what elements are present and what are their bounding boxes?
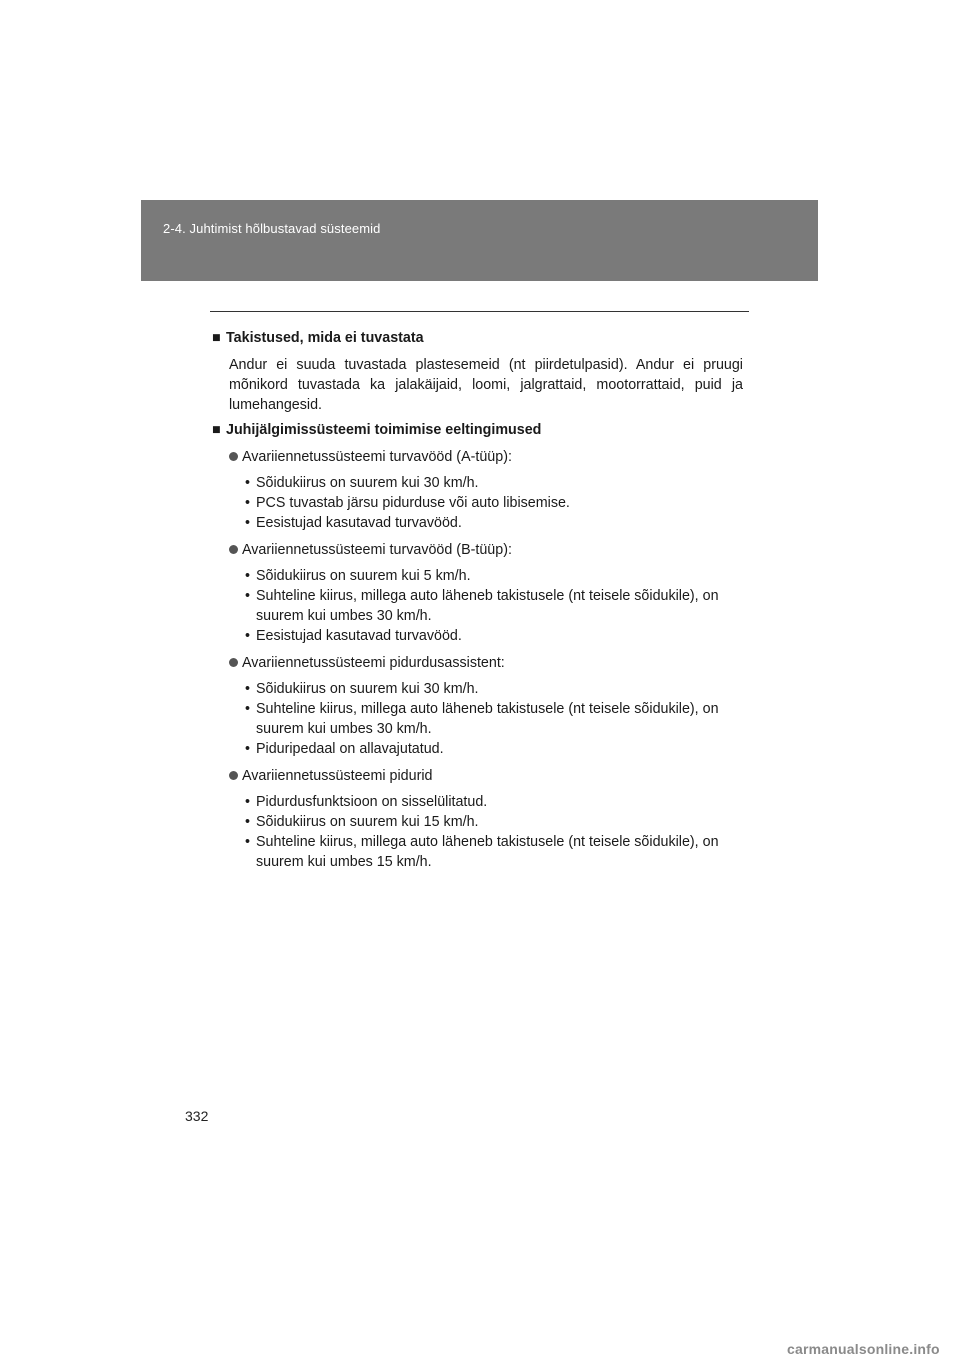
- condition-title: Avariiennetussüsteemi pidurdusassistent:: [242, 655, 505, 671]
- list-item: • Suhteline kiirus, millega auto läheneb takistusele (nt teisele sõidukile), on suurem kui umbes 30 km/h.: [245, 699, 743, 739]
- circle-bullet-icon: [229, 545, 238, 554]
- section-heading: [212, 420, 743, 440]
- condition-title: Avariiennetussüsteemi turvavööd (B-tüüp):: [242, 542, 512, 558]
- section-heading-text: Takistused, mida ei tuvastata: [226, 330, 424, 346]
- condition-title: Avariiennetussüsteemi turvavööd (A-tüüp):: [242, 449, 512, 465]
- section-heading-text: Juhijälgimissüsteemi toimimise eeltingimused: [226, 422, 542, 438]
- list-item: • Suhteline kiirus, millega auto läheneb takistusele (nt teisele sõidukile), on suurem kui umbes 30 km/h.: [245, 586, 743, 626]
- bullet-list: [245, 566, 743, 646]
- bullet-list: [245, 679, 743, 759]
- circle-bullet-icon: [229, 771, 238, 780]
- condition-heading: [229, 766, 743, 786]
- list-item: • Suhteline kiirus, millega auto läheneb takistusele (nt teisele sõidukile), on suurem kui umbes 15 km/h.: [245, 832, 743, 872]
- list-item: • Piduripedaal on allavajutatud.: [245, 739, 743, 759]
- bullet-list: [245, 792, 743, 872]
- list-item: • Sõidukiirus on suurem kui 30 km/h.: [245, 473, 743, 493]
- condition-heading: [229, 653, 743, 673]
- circle-bullet-icon: [229, 658, 238, 667]
- section-title: 2-4. Juhtimist hõlbustavad süsteemid: [163, 221, 381, 236]
- bullet-list: [245, 473, 743, 533]
- condition-title: Avariiennetussüsteemi pidurid: [242, 768, 433, 784]
- condition-heading: [229, 447, 743, 467]
- list-item: • Pidurdusfunktsioon on sisselülitatud.: [245, 792, 743, 812]
- page-number: 332: [185, 1108, 209, 1124]
- header-band: [141, 200, 818, 281]
- list-item: • Sõidukiirus on suurem kui 30 km/h.: [245, 679, 743, 699]
- list-item: • Sõidukiirus on suurem kui 15 km/h.: [245, 812, 743, 832]
- square-bullet-icon: ■: [212, 422, 221, 438]
- square-bullet-icon: ■: [212, 330, 221, 346]
- list-item: • Eesistujad kasutavad turvavööd.: [245, 513, 743, 533]
- divider-line: [210, 311, 749, 312]
- body-paragraph: Andur ei suuda tuvastada plastesemeid (nt piirdetulpasid). Andur ei pruugi mõnikord tuvastada ka jalakäijaid, loomi, jalgrattaid, mootorrattaid, puid ja lumehangesid.: [229, 357, 743, 413]
- circle-bullet-icon: [229, 452, 238, 461]
- list-item: • PCS tuvastab järsu pidurduse või auto libisemise.: [245, 493, 743, 513]
- page-content: [212, 328, 743, 872]
- list-item: • Eesistujad kasutavad turvavööd.: [245, 626, 743, 646]
- condition-heading: [229, 540, 743, 560]
- section-heading: [212, 328, 743, 348]
- list-item: • Sõidukiirus on suurem kui 5 km/h.: [245, 566, 743, 586]
- watermark: carmanualsonline.info: [787, 1341, 940, 1357]
